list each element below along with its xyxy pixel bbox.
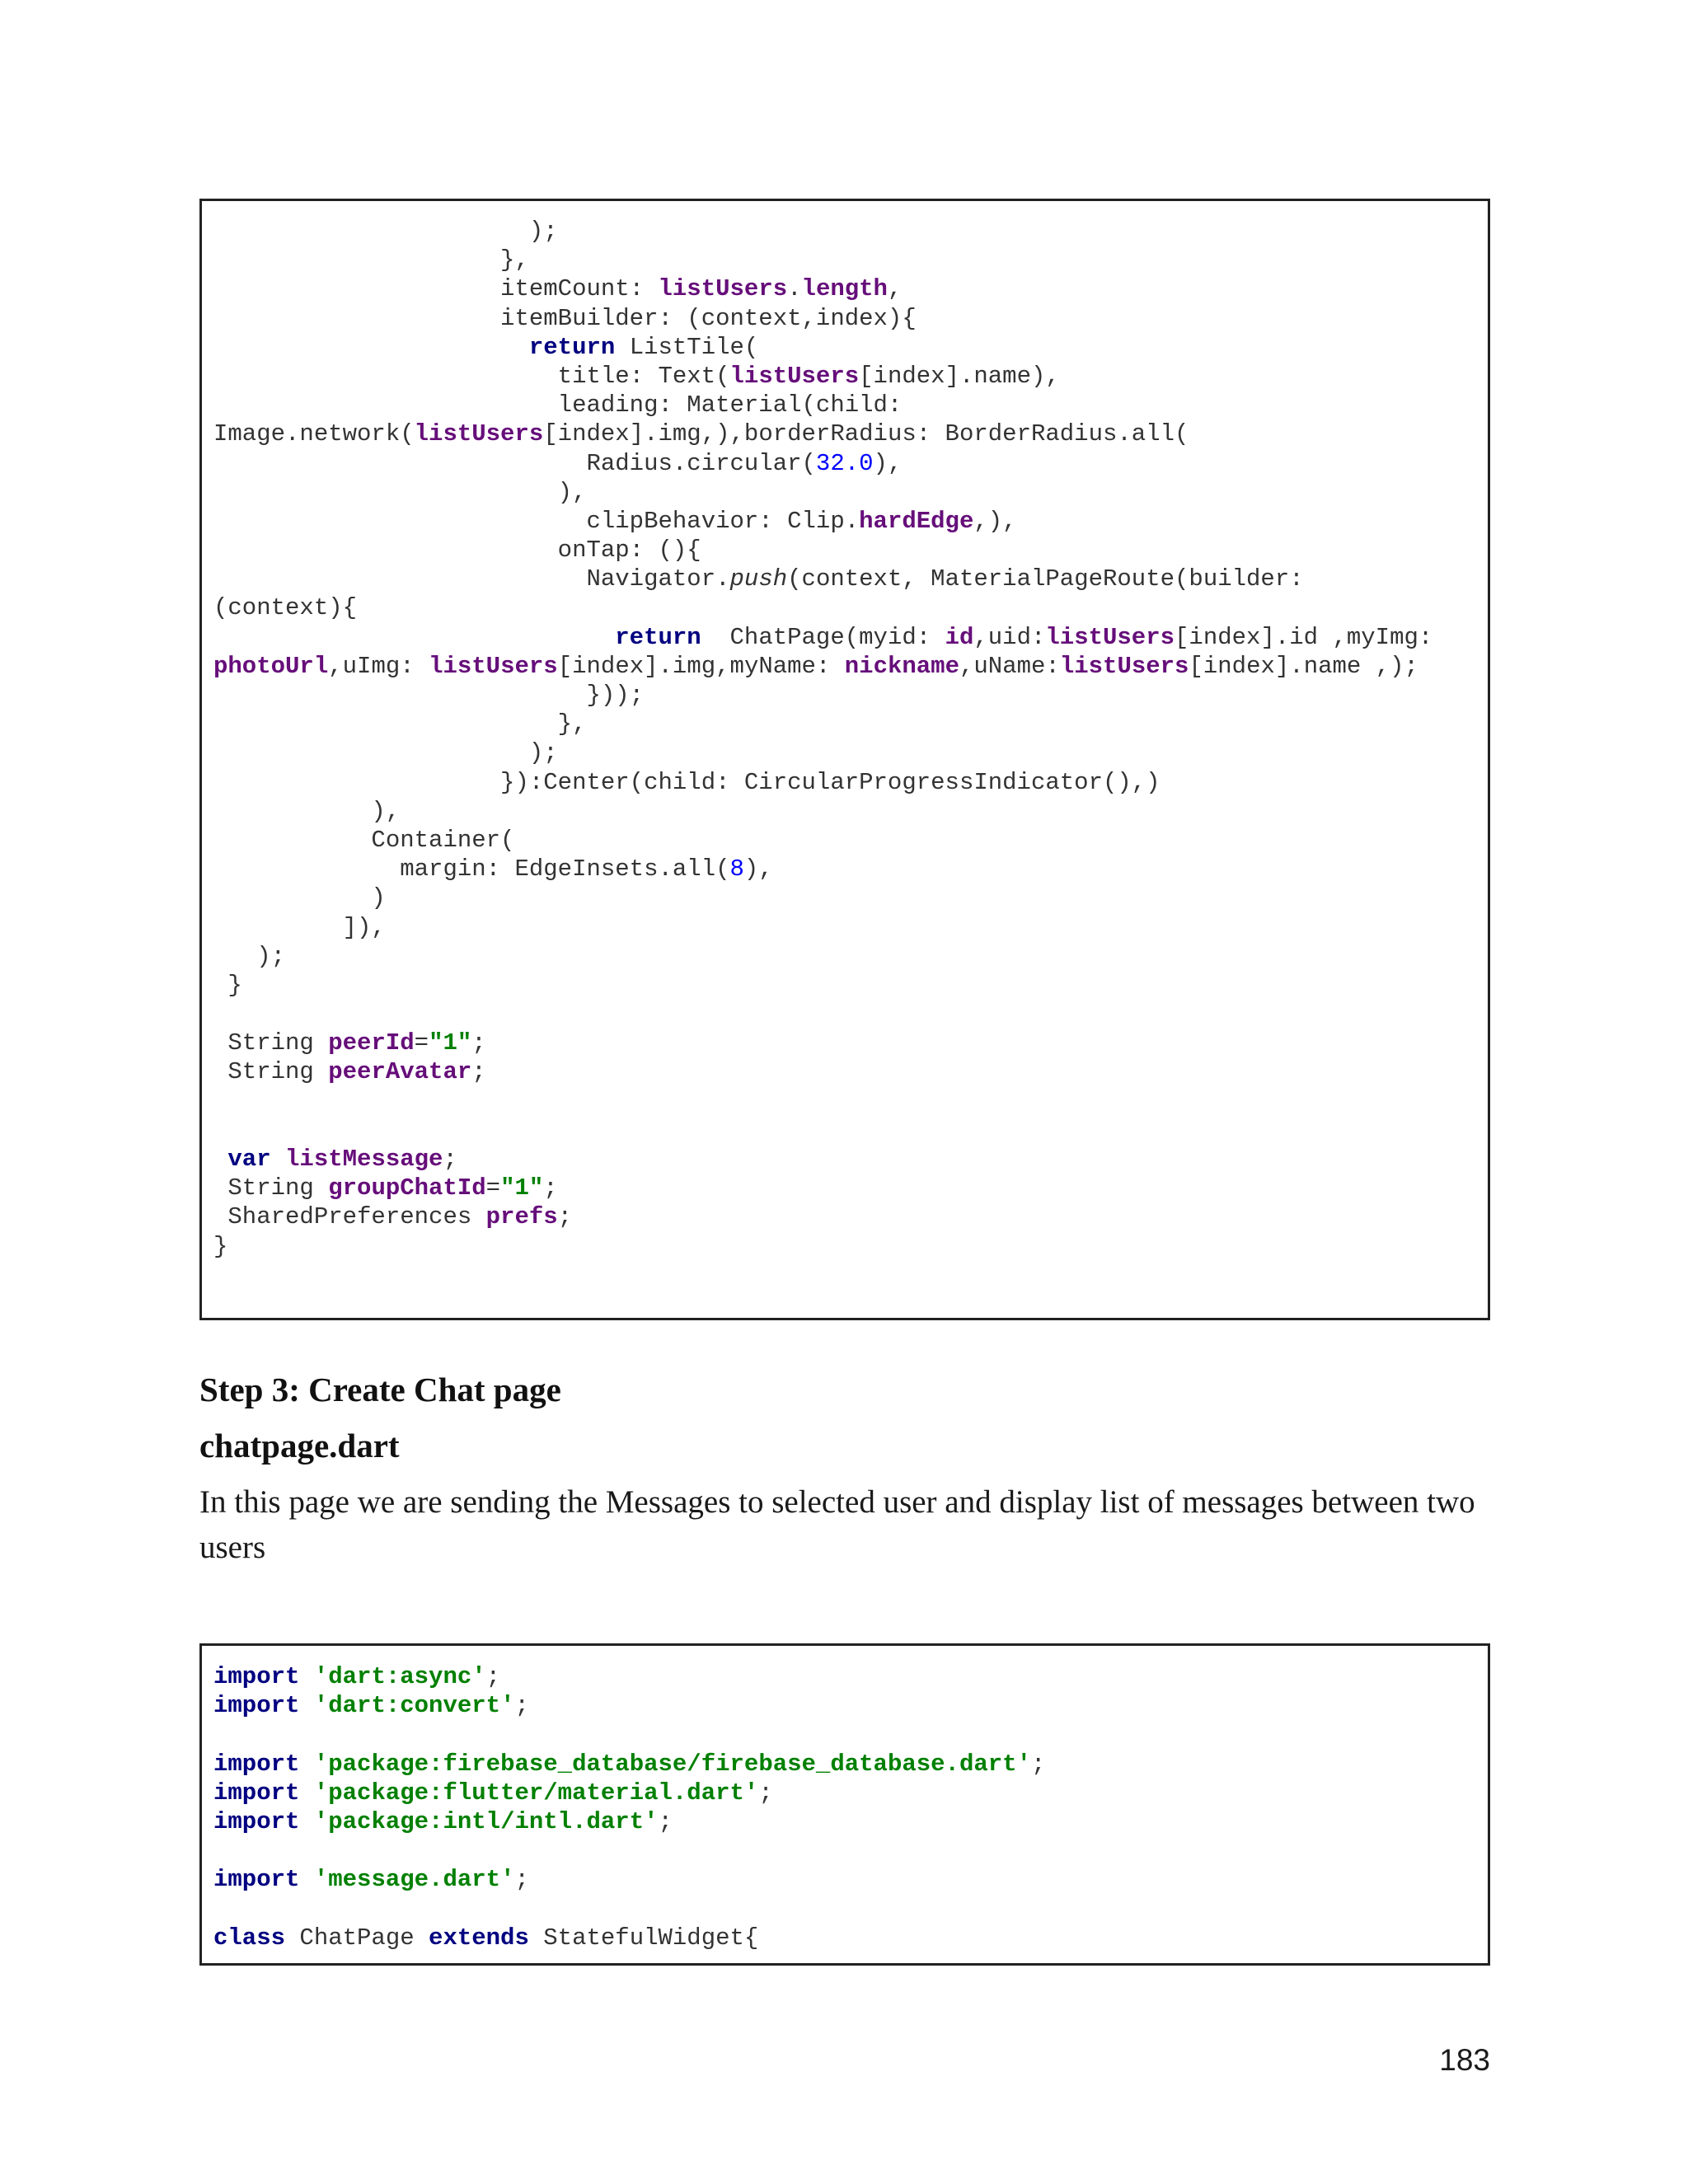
code-line: })); bbox=[213, 682, 645, 709]
code-line: }, bbox=[213, 246, 529, 274]
code-line: import 'dart:convert'; bbox=[213, 1692, 529, 1720]
code-line: import 'package:flutter/material.dart'; bbox=[213, 1779, 773, 1807]
code-line: ]), bbox=[213, 913, 386, 941]
code-line: photoUrl,uImg: listUsers[index].img,myName: nickname,uName:listUsers[index].name ,); bbox=[213, 652, 1418, 680]
code-block-2 bbox=[199, 1643, 1490, 1966]
code-line bbox=[213, 1116, 1481, 1145]
page-number: 183 bbox=[1439, 2043, 1490, 2077]
code-line: margin: EdgeInsets.all(8), bbox=[213, 855, 773, 883]
code-line bbox=[213, 1836, 1481, 1865]
file-heading: chatpage.dart bbox=[199, 1427, 400, 1465]
code-line: import 'package:intl/intl.dart'; bbox=[213, 1807, 673, 1835]
code-line: } bbox=[213, 1232, 228, 1260]
code-line: SharedPreferences prefs; bbox=[213, 1203, 573, 1231]
code-line: Radius.circular(32.0), bbox=[213, 449, 903, 477]
step-heading: Step 3: Create Chat page bbox=[199, 1371, 561, 1408]
code-line: ); bbox=[213, 942, 286, 970]
code-listing bbox=[213, 1662, 1481, 1952]
code-line: return ListTile( bbox=[528, 333, 759, 361]
code-line: return ChatPage(myid: id,uid:listUsers[index].id ,myImg: bbox=[615, 623, 1433, 651]
code-line: ), bbox=[213, 478, 587, 506]
code-line: onTap: (){ bbox=[213, 537, 701, 565]
code-line: class ChatPage extends StatefulWidget{ bbox=[213, 1924, 759, 1952]
code-line bbox=[213, 1000, 1481, 1029]
code-line: Container( bbox=[213, 826, 515, 854]
code-line: import 'message.dart'; bbox=[213, 1866, 529, 1894]
code-line: ), bbox=[213, 797, 401, 825]
code-line: String groupChatId="1"; bbox=[213, 1174, 558, 1202]
code-line: import 'package:firebase_database/firebase_database.dart'; bbox=[213, 1750, 1046, 1778]
code-line: (context){ bbox=[213, 594, 358, 622]
code-line: leading: Material(child: bbox=[213, 391, 903, 419]
code-line: itemBuilder: (context,index){ bbox=[213, 304, 917, 332]
description-paragraph: In this page we are sending the Messages to selected user and display list of messages between two users bbox=[199, 1484, 1475, 1565]
code-line: String peerId="1"; bbox=[213, 1029, 486, 1057]
code-line bbox=[213, 1895, 1481, 1924]
code-line: ); bbox=[213, 218, 558, 245]
code-line: String peerAvatar; bbox=[213, 1058, 486, 1086]
code-line: Navigator.push(context, MaterialPageRoute(builder: bbox=[213, 565, 1304, 593]
code-line: var listMessage; bbox=[227, 1146, 457, 1173]
code-line: }, bbox=[213, 710, 587, 738]
code-line: ) bbox=[213, 884, 386, 912]
code-line bbox=[213, 1720, 1481, 1749]
code-line: clipBehavior: Clip.hardEdge,), bbox=[213, 507, 1017, 535]
code-listing bbox=[213, 217, 1481, 1261]
code-line: ); bbox=[213, 739, 558, 767]
code-line: title: Text(listUsers[index].name), bbox=[213, 362, 1060, 390]
code-line: itemCount: listUsers.length, bbox=[213, 275, 903, 303]
code-line: Image.network(listUsers[index].img,),borderRadius: BorderRadius.all( bbox=[213, 420, 1189, 448]
code-line: import 'dart:async'; bbox=[213, 1663, 501, 1690]
code-block-1 bbox=[199, 199, 1490, 1320]
code-line bbox=[213, 1087, 1481, 1116]
code-line: }):Center(child: CircularProgressIndicator(),) bbox=[213, 768, 1160, 796]
code-line: } bbox=[213, 971, 242, 999]
